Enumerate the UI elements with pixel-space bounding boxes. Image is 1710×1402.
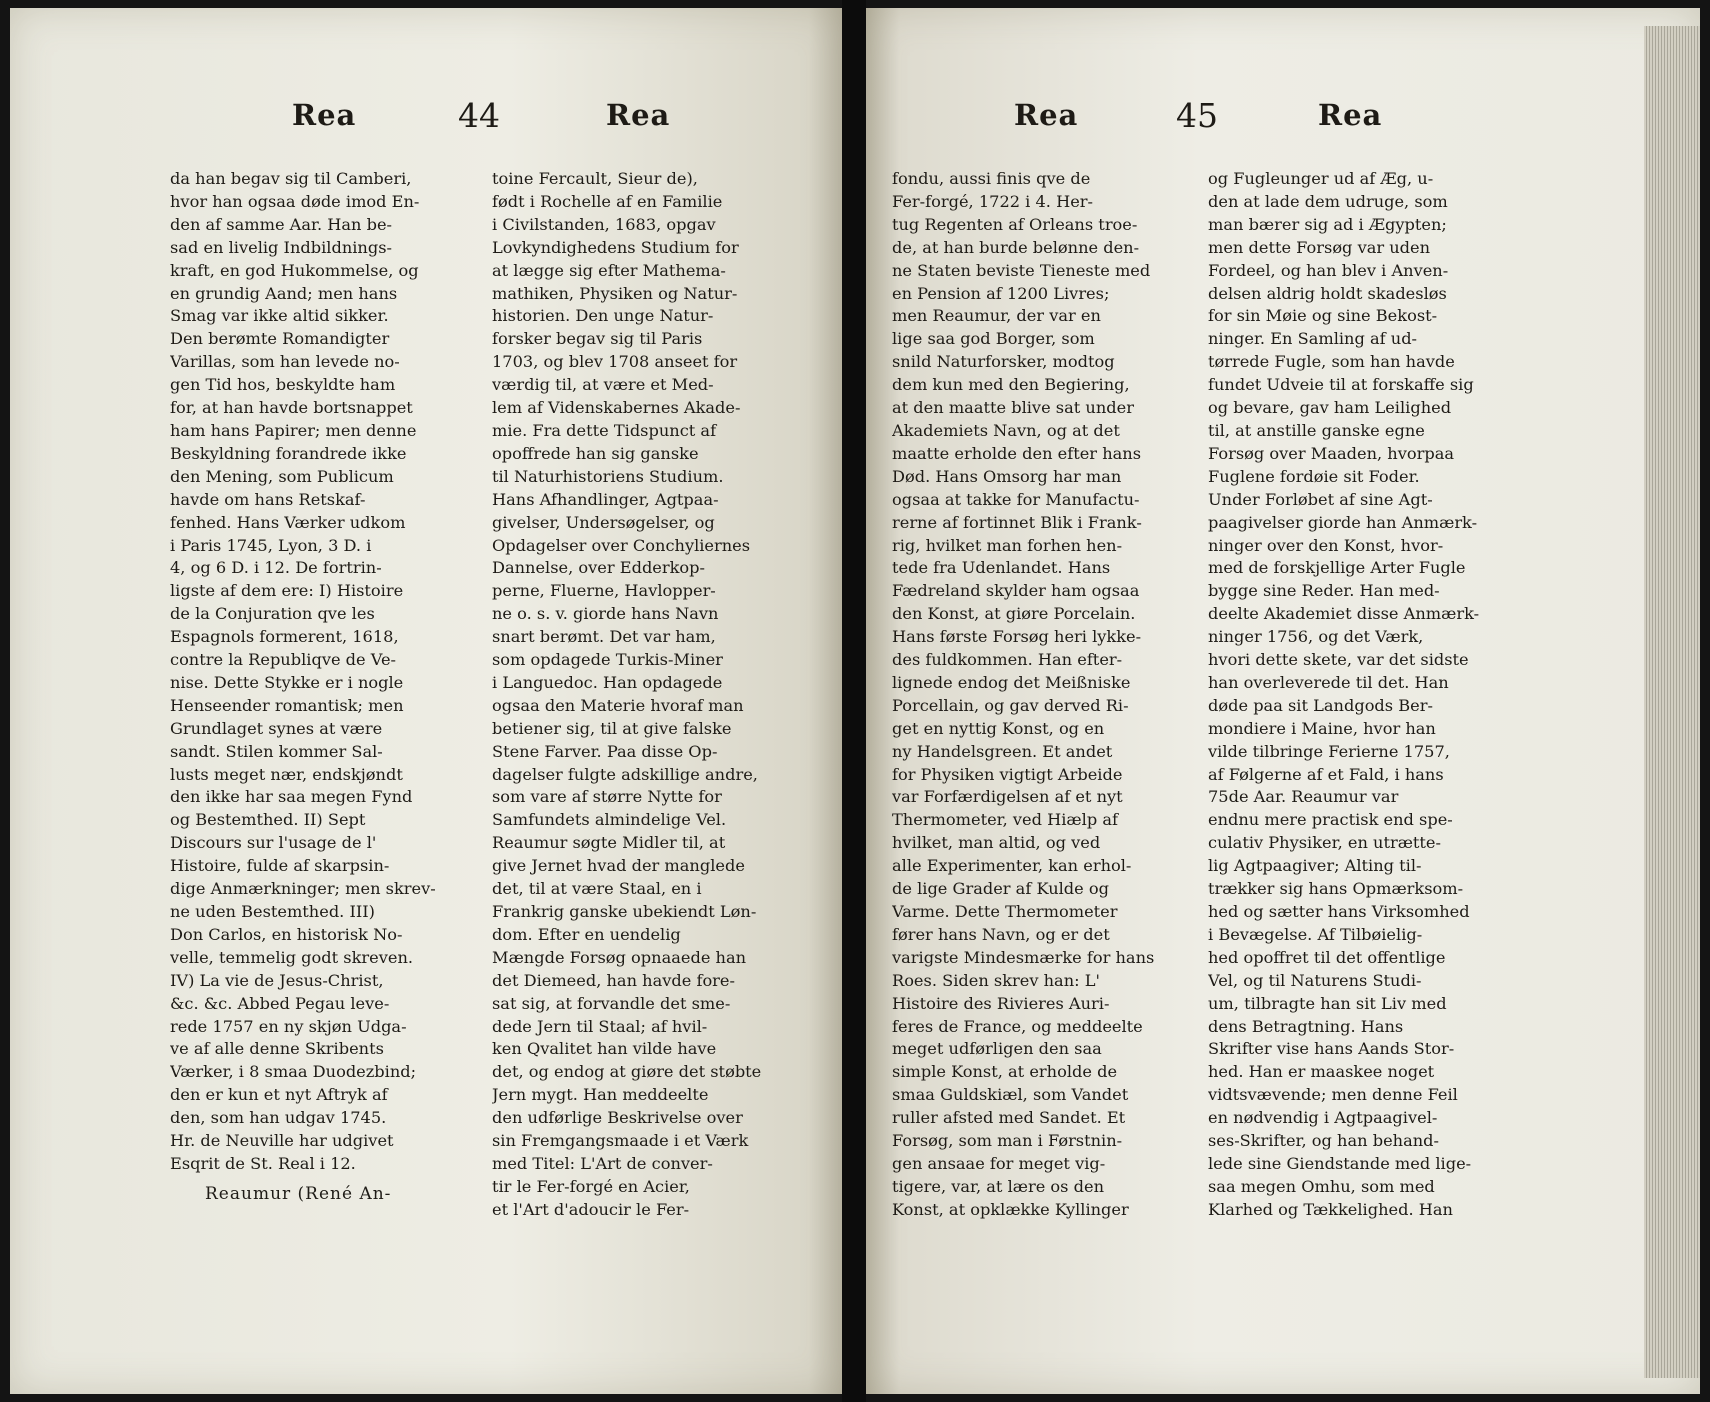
text-line: dige Anmærkninger; men skrev- (170, 879, 436, 899)
text-line: Frankrig ganske ubekiendt Løn- (492, 902, 757, 921)
text-line: ninger. En Samling af ud- (1208, 329, 1418, 349)
text-line: den er kun et nyt Aftryk af (170, 1085, 388, 1105)
text-line: opoffrede han sig ganske (492, 443, 699, 463)
text-line: snart berømt. Det var ham, (492, 627, 716, 647)
text-line: rig, hvilket man forhen hen- (892, 535, 1123, 555)
text-line: rede 1757 en ny skjøn Udga- (170, 1016, 407, 1036)
text-line: gen Tid hos, beskyldte ham (170, 375, 396, 395)
text-line: ne o. s. v. giorde hans Navn (492, 604, 719, 624)
text-line: des fuldkommen. Han efter- (892, 650, 1123, 670)
right-page (866, 8, 1700, 1394)
text-line: Histoire des Rivieres Auri- (892, 993, 1110, 1013)
text-line: feres de France, og meddeelte (892, 1016, 1143, 1036)
text-line: lige saa god Borger, som (892, 329, 1095, 349)
text-line: Samfundets almindelige Vel. (492, 810, 727, 830)
text-line: Varme. Dette Thermometer (892, 902, 1118, 921)
text-line: hed. Han er maaskee noget (1208, 1062, 1435, 1082)
text-line: Lovkyndighedens Studium for (492, 237, 739, 257)
text-line: paagivelser giorde han Anmærk- (1208, 512, 1478, 532)
text-line: en grundig Aand; men hans (170, 283, 398, 303)
text-line: Hr. de Neuville har udgivet (170, 1131, 394, 1151)
text-line: Espagnols formerent, 1618, (170, 627, 399, 647)
text-line: Forsøg over Maaden, hvorpaa (1208, 443, 1454, 463)
text-line: Værker, i 8 smaa Duodezbind; (170, 1062, 417, 1082)
text-line: at den maatte blive sat under (892, 398, 1134, 418)
text-line: havde om hans Retskaf- (170, 489, 366, 509)
text-line: rerne af fortinnet Blik i Frank- (892, 512, 1142, 532)
text-line: fenhed. Hans Værker udkom (170, 512, 406, 532)
text-line: Don Carlos, en historisk No- (170, 924, 403, 944)
text-line: ny Handelsgreen. Et andet (892, 741, 1113, 761)
right-page-column-1 (892, 168, 1174, 1222)
text-line: Forsøg, som man i Førstnin- (892, 1131, 1123, 1151)
text-line: Mængde Forsøg opnaaede han (492, 947, 747, 967)
header-right-word: Rea (606, 98, 671, 132)
text-line: fører hans Navn, og er det (892, 924, 1110, 944)
text-line: tigere, var, at lære os den (892, 1176, 1105, 1196)
text-line: ogsaa den Materie hvoraf man (492, 695, 744, 715)
text-line: de la Conjuration qve les (170, 604, 375, 624)
text-line: ve af alle denne Skribents (170, 1039, 384, 1059)
text-line: lede sine Giendstande med lige- (1208, 1153, 1472, 1173)
text-line: varigste Mindesmærke for hans (892, 947, 1155, 967)
text-line: givelser, Undersøgelser, og (492, 512, 715, 532)
text-line: hvori dette skete, var det sidste (1208, 650, 1469, 670)
text-line: ham hans Papirer; men denne (170, 420, 417, 440)
text-line: hvor han ogsaa døde imod En- (170, 191, 420, 211)
text-line: den at lade dem udruge, som (1208, 191, 1448, 211)
text-line: for sin Møie og sine Bekost- (1208, 306, 1438, 326)
text-line: til Naturhistoriens Studium. (492, 466, 724, 486)
text-line: mathiken, Physiken og Natur- (492, 283, 738, 303)
text-line: Fer-forgé, 1722 i 4. Her- (892, 191, 1093, 211)
text-line: døde paa sit Landgods Ber- (1208, 695, 1433, 715)
text-line: i Paris 1745, Lyon, 3 D. i (170, 535, 372, 555)
text-line: Vel, og til Naturens Studi- (1208, 970, 1422, 990)
text-line: smaa Guldskiæl, som Vandet (892, 1085, 1129, 1105)
text-line: hed opoffret til det offentlige (1208, 947, 1446, 967)
text-line: lusts meget nær, endskjøndt (170, 764, 403, 784)
text-line: tug Regenten af Orleans troe- (892, 214, 1138, 234)
text-line: get en nyttig Konst, og en (892, 718, 1105, 738)
text-line: sad en livelig Indbildnings- (170, 237, 392, 257)
text-line: de, at han burde belønne den- (892, 237, 1140, 257)
column-continuation-line: Reaumur (René An- (205, 1184, 392, 1204)
text-line: endnu mere practisk end spe- (1208, 810, 1453, 830)
text-line: han overleverede til det. Han (1208, 672, 1449, 692)
text-line: for, at han havde bortsnappet (170, 398, 413, 418)
text-line: 4, og 6 D. i 12. De fortrin- (170, 558, 382, 578)
text-line: men dette Forsøg var uden (1208, 237, 1431, 257)
text-line: født i Rochelle af en Familie (492, 191, 723, 211)
text-line: i Languedoc. Han opdagede (492, 672, 723, 692)
left-page (10, 8, 842, 1394)
text-line: perne, Fluerne, Havlopper- (492, 581, 716, 601)
text-line: den af samme Aar. Han be- (170, 214, 393, 234)
text-line: som opdagede Turkis-Miner (492, 650, 723, 670)
text-line: Discours sur l'usage de l' (170, 833, 377, 853)
header-left-word: Rea (1014, 98, 1079, 132)
text-line: um, tilbragte han sit Liv med (1208, 993, 1447, 1013)
text-line: at lægge sig efter Mathema- (492, 260, 726, 280)
text-line: mie. Fra dette Tidspunct af (492, 420, 717, 440)
text-line: fundet Udveie til at forskaffe sig (1208, 375, 1474, 395)
text-line: Fædreland skylder ham ogsaa (892, 581, 1140, 601)
text-line: meget udførligen den saa (892, 1039, 1102, 1059)
text-line: Opdagelser over Conchyliernes (492, 535, 751, 555)
text-line: kraft, en god Hukommelse, og (170, 260, 419, 280)
text-line: da han begav sig til Camberi, (170, 169, 412, 188)
page-number: 44 (458, 96, 500, 135)
text-line: tir le Fer-forgé en Acier, (492, 1176, 690, 1196)
text-line: Beskyldning forandrede ikke (170, 443, 407, 463)
left-page-column-2 (492, 168, 784, 1222)
text-line: ses-Skrifter, og han behand- (1208, 1131, 1439, 1151)
header-right-word: Rea (1318, 98, 1383, 132)
text-line: Roes. Siden skrev han: L' (892, 970, 1100, 990)
text-line: Esqrit de St. Real i 12. (170, 1153, 356, 1173)
text-line: men Reaumur, der var en (892, 306, 1101, 326)
text-line: hed og sætter hans Virksomhed (1208, 902, 1470, 921)
text-line: Akademiets Navn, og at det (892, 420, 1120, 440)
text-line: alle Experimenter, kan erhol- (892, 856, 1132, 876)
book-page-edges (1644, 26, 1700, 1378)
text-line: contre la Republiqve de Ve- (170, 650, 397, 670)
text-line: ne Staten beviste Tieneste med (892, 260, 1151, 280)
text-line: dede Jern til Staal; af hvil- (492, 1016, 708, 1036)
book-gutter (842, 0, 866, 1402)
text-line: med de forskjellige Arter Fugle (1208, 558, 1466, 578)
left-page-header (10, 92, 842, 142)
text-line: Jern mygt. Han meddeelte (492, 1085, 709, 1105)
text-line: af Følgerne af et Fald, i hans (1208, 764, 1444, 784)
text-line: ogsaa at takke for Manufactu- (892, 489, 1140, 509)
text-line: for Physiken vigtigt Arbeide (892, 764, 1123, 784)
text-line: Stene Farver. Paa disse Op- (492, 741, 718, 761)
text-line: lignede endog det Meißniske (892, 672, 1131, 692)
text-line: og Bestemthed. II) Sept (170, 810, 366, 830)
text-line: deelte Akademiet disse Anmærk- (1208, 604, 1480, 624)
text-line: 1703, og blev 1708 anseet for (492, 352, 738, 372)
text-line: Klarhed og Tækkelighed. Han (1208, 1199, 1453, 1219)
text-line: Dannelse, over Edderkop- (492, 558, 706, 578)
text-line: og Fugleunger ud af Æg, u- (1208, 169, 1434, 188)
text-line: Porcellain, og gav derved Ri- (892, 695, 1129, 715)
text-line: den ikke har saa megen Fynd (170, 787, 413, 807)
text-line: tørrede Fugle, som han havde (1208, 352, 1455, 372)
text-line: mondiere i Maine, hvor han (1208, 718, 1436, 738)
text-line: et l'Art d'adoucir le Fer- (492, 1199, 690, 1219)
text-line: sandt. Stilen kommer Sal- (170, 741, 383, 761)
text-line: Konst, at opklække Kyllinger (892, 1199, 1129, 1219)
text-line: den Mening, som Publicum (170, 466, 394, 486)
text-line: Fuglene fordøie sit Foder. (1208, 466, 1420, 486)
text-line: en Pension af 1200 Livres; (892, 283, 1110, 303)
text-line: tede fra Udenlandet. Hans (892, 558, 1111, 578)
text-line: dem kun med den Begiering, (892, 375, 1130, 395)
text-line: var Forfærdigelsen af et nyt (892, 787, 1123, 807)
text-line: Den berømte Romandigter (170, 329, 390, 349)
text-line: ruller afsted med Sandet. Et (892, 1108, 1126, 1128)
text-line: Under Forløbet af sine Agt- (1208, 489, 1433, 509)
text-line: fondu, aussi finis qve de (892, 169, 1091, 188)
text-line: nise. Dette Stykke er i nogle (170, 672, 404, 692)
text-line: som vare af større Nytte for (492, 787, 722, 807)
left-page-column-1 (170, 168, 473, 1176)
right-page-header (866, 92, 1700, 142)
text-line: sin Fremgangsmaade i et Værk (492, 1131, 749, 1151)
text-line: i Civilstanden, 1683, opgav (492, 214, 716, 234)
text-line: sat sig, at forvandle det sme- (492, 993, 731, 1013)
text-line: vidtsvævende; men denne Feil (1208, 1085, 1458, 1105)
text-line: Skrifter vise hans Aands Stor- (1208, 1039, 1455, 1059)
text-line: snild Naturforsker, modtog (892, 352, 1115, 372)
text-line: lem af Videnskabernes Akade- (492, 398, 741, 418)
text-line: 75de Aar. Reaumur var (1208, 787, 1399, 807)
text-line: det, til at være Staal, en i (492, 879, 702, 899)
text-line: de lige Grader af Kulde og (892, 879, 1109, 899)
text-line: dens Betragtning. Hans (1208, 1016, 1404, 1036)
text-line: ligste af dem ere: I) Histoire (170, 581, 404, 601)
text-line: og bevare, gav ham Leilighed (1208, 398, 1452, 418)
text-line: ninger over den Konst, hvor- (1208, 535, 1444, 555)
text-line: vilde tilbringe Ferierne 1757, (1208, 741, 1450, 761)
text-line: Varillas, som han levede no- (170, 352, 400, 372)
text-line: med Titel: L'Art de conver- (492, 1153, 713, 1173)
text-line: Død. Hans Omsorg har man (892, 466, 1122, 486)
text-line: i Bevægelse. Af Tilbøielig- (1208, 924, 1423, 944)
text-line: Hans første Forsøg heri lykke- (892, 627, 1142, 647)
text-line: betiener sig, til at give falske (492, 718, 732, 738)
text-line: delsen aldrig holdt skadesløs (1208, 283, 1447, 303)
text-line: dom. Efter en uendelig (492, 924, 681, 944)
text-line: det, og endog at giøre det støbte (492, 1062, 762, 1082)
text-line: give Jernet hvad der manglede (492, 856, 745, 876)
text-line: hvilket, man altid, og ved (892, 833, 1101, 853)
text-line: til, at anstille ganske egne (1208, 420, 1425, 440)
text-line: værdig til, at være et Med- (492, 375, 714, 395)
text-line: maatte erholde den efter hans (892, 443, 1142, 463)
text-line: den, som han udgav 1745. (170, 1108, 387, 1128)
text-line: Histoire, fulde af skarpsin- (170, 856, 390, 876)
text-line: bygge sine Reder. Han med- (1208, 581, 1440, 601)
text-line: IV) La vie de Jesus-Christ, (170, 970, 384, 990)
text-line: dagelser fulgte adskillige andre, (492, 764, 758, 784)
text-line: &c. &c. Abbed Pegau leve- (170, 993, 390, 1013)
text-line: saa megen Omhu, som med (1208, 1176, 1435, 1196)
text-line: Grundlaget synes at være (170, 718, 383, 738)
header-left-word: Rea (292, 98, 357, 132)
text-line: lig Agtpaagiver; Alting til- (1208, 856, 1422, 876)
page-number: 45 (1176, 96, 1218, 135)
text-line: ken Qvalitet han vilde have (492, 1039, 717, 1059)
text-line: det Diemeed, han havde fore- (492, 970, 735, 990)
text-line: ninger 1756, og det Værk, (1208, 627, 1424, 647)
text-line: man bærer sig ad i Ægypten; (1208, 214, 1447, 234)
text-line: forsker begav sig til Paris (492, 329, 703, 349)
text-line: ne uden Bestemthed. III) (170, 902, 375, 921)
text-line: Henseender romantisk; men (170, 695, 404, 715)
text-line: den Konst, at giøre Porcelain. (892, 604, 1136, 624)
text-line: Hans Afhandlinger, Agtpaa- (492, 489, 719, 509)
text-line: culativ Physiker, en utrætte- (1208, 833, 1441, 853)
text-line: trækker sig hans Opmærksom- (1208, 879, 1464, 899)
text-line: historien. Den unge Natur- (492, 306, 714, 326)
text-line: toine Fercault, Sieur de), (492, 169, 698, 188)
text-line: Thermometer, ved Hiælp af (892, 810, 1118, 830)
right-page-column-2 (1208, 168, 1498, 1222)
text-line: Fordeel, og han blev i Anven- (1208, 260, 1449, 280)
text-line: den udførlige Beskrivelse over (492, 1108, 743, 1128)
text-line: velle, temmelig godt skreven. (170, 947, 414, 967)
text-line: gen ansaae for meget vig- (892, 1153, 1106, 1173)
text-line: simple Konst, at erholde de (892, 1062, 1118, 1082)
text-line: Smag var ikke altid sikker. (170, 306, 389, 326)
text-line: en nødvendig i Agtpaagivel- (1208, 1108, 1438, 1128)
text-line: Reaumur søgte Midler til, at (492, 833, 726, 853)
